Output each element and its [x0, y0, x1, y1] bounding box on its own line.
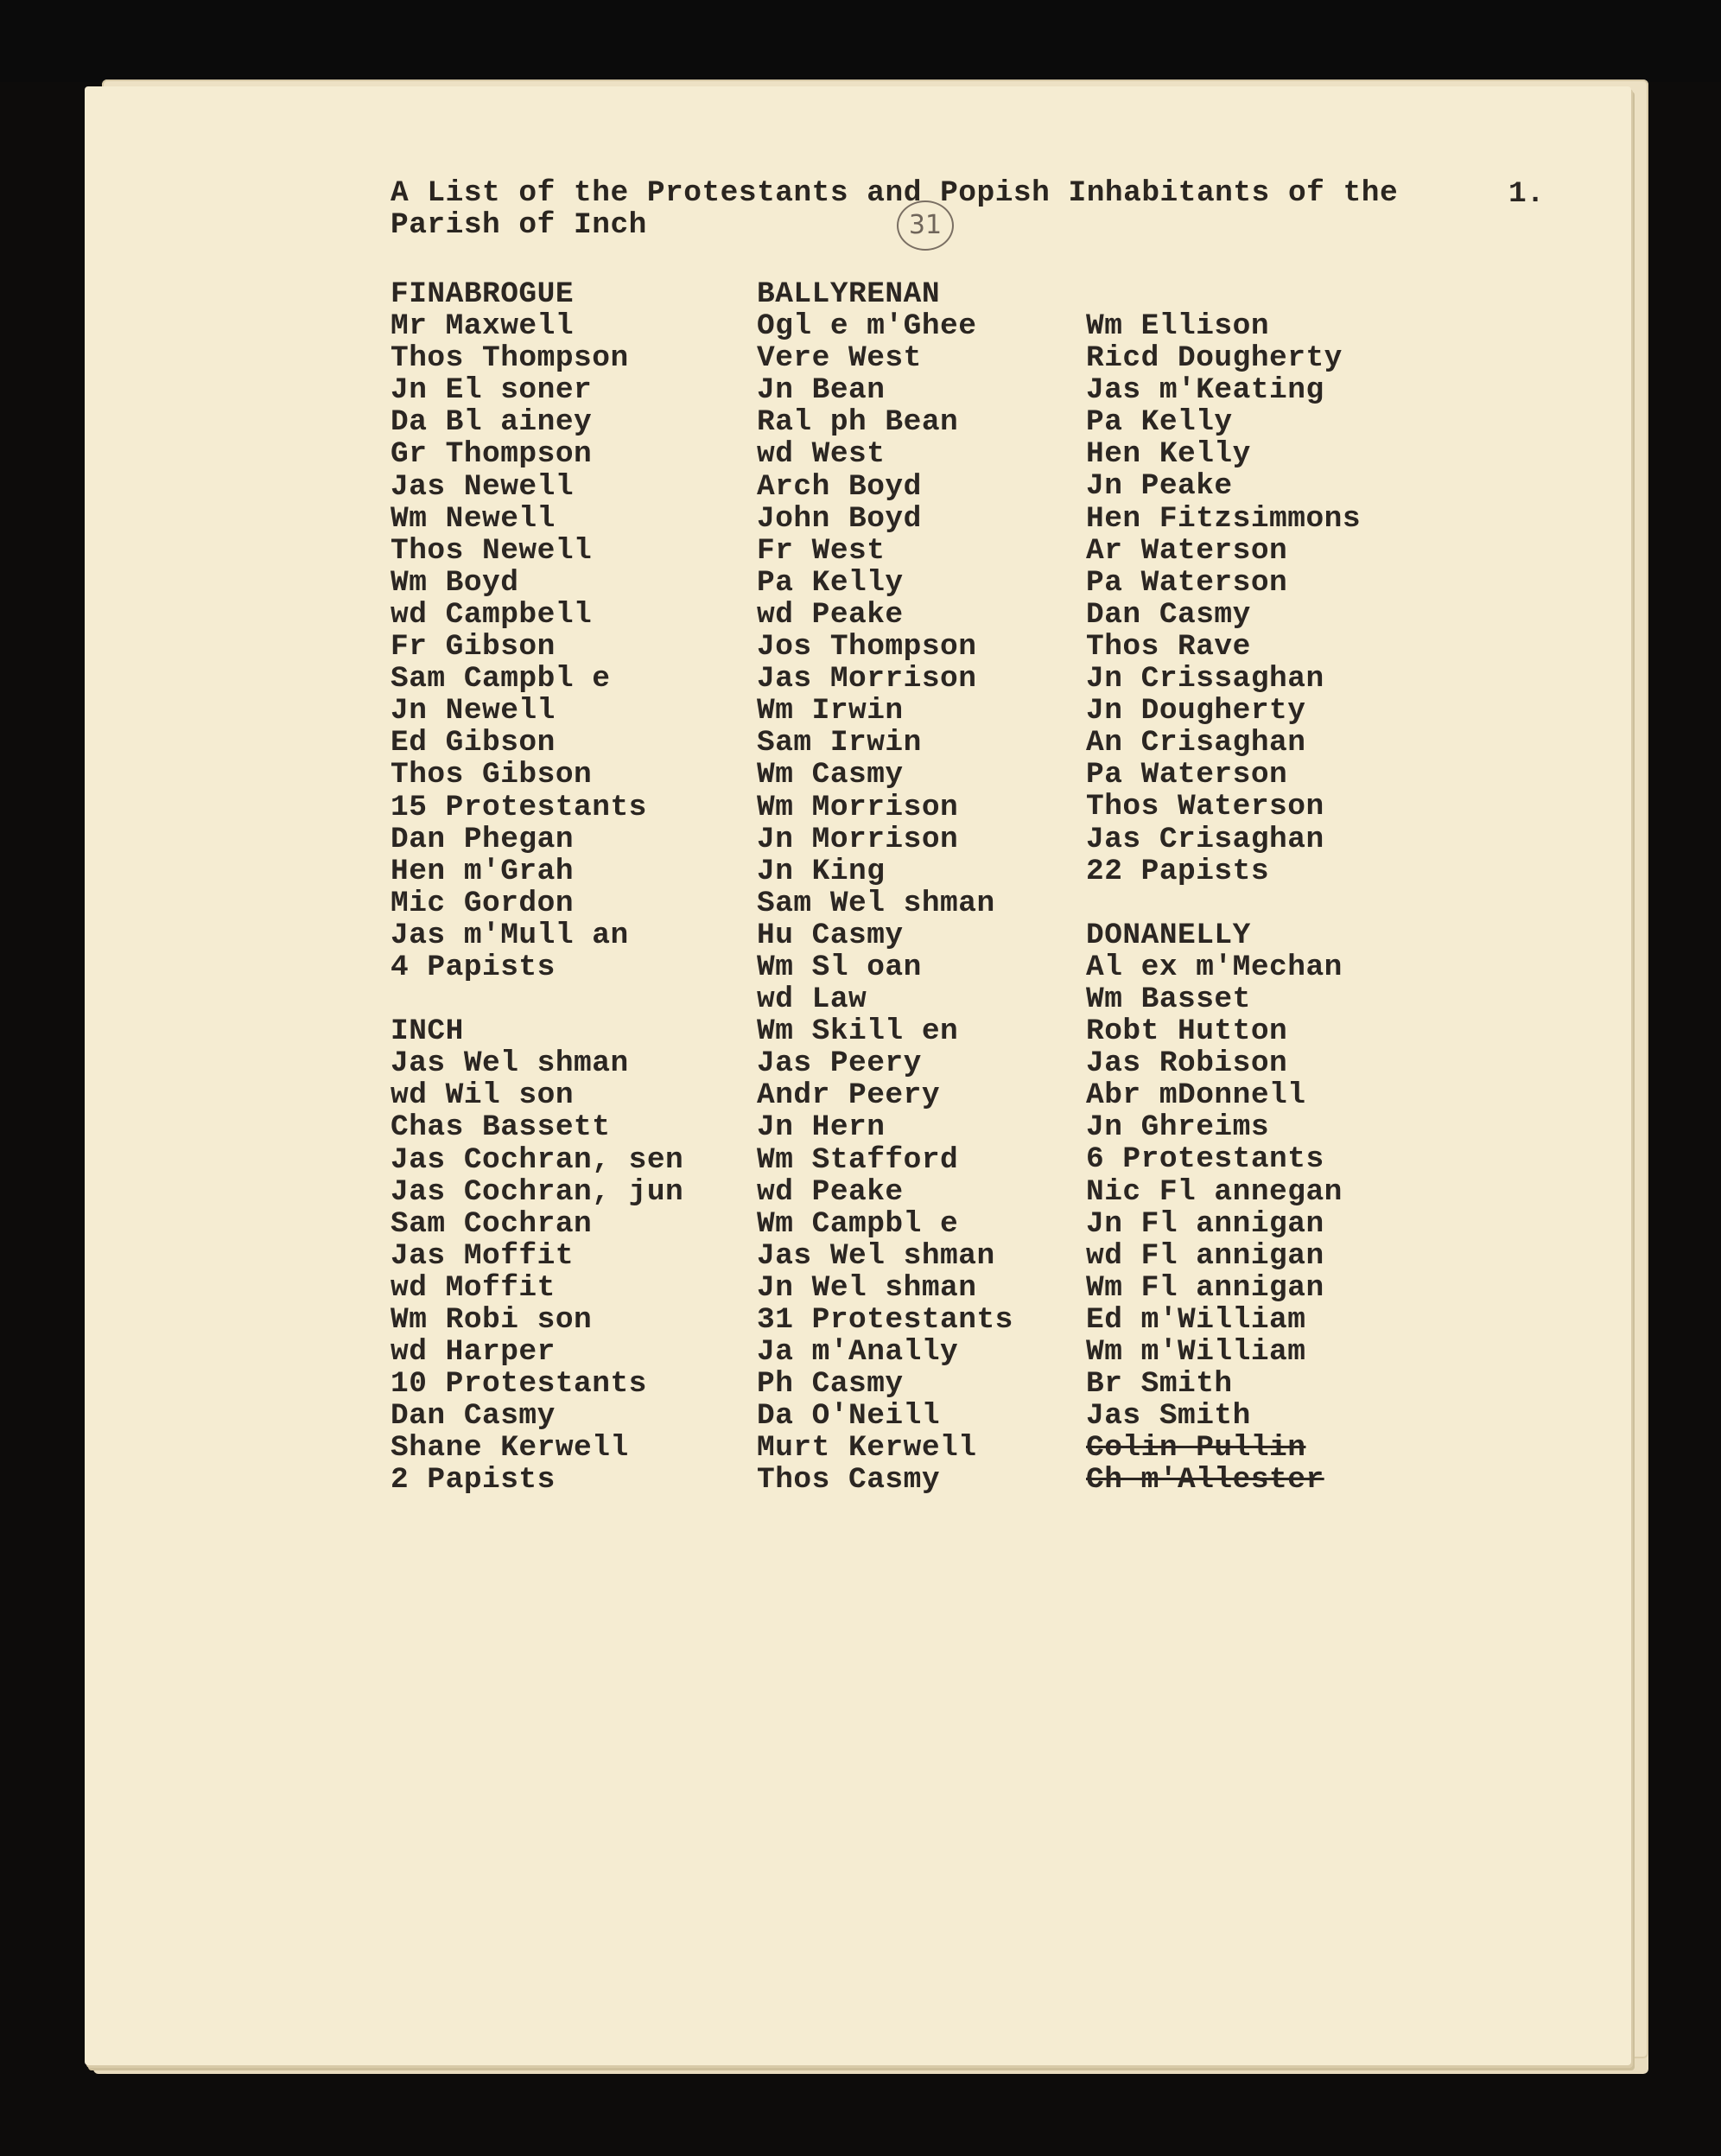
list-entry: Jn Ghreims [1086, 1110, 1270, 1145]
list-entry: Pa Waterson [1086, 565, 1288, 600]
list-entry: Shane Kerwell [391, 1431, 629, 1466]
list-entry: FINABROGUE [391, 277, 575, 311]
list-entry: Da Bl ainey [391, 405, 593, 440]
list-entry: Jas m'Keating [1086, 373, 1324, 408]
list-entry: Jn King [757, 854, 886, 888]
list-entry: Jos Thompson [757, 630, 977, 665]
list-entry: wd Wil son [391, 1078, 575, 1113]
list-entry: Thos Gibson [391, 758, 593, 792]
list-entry: 2 Papists [391, 1463, 556, 1498]
list-entry: Sam Irwin [757, 726, 922, 760]
list-entry: wd Moffit [391, 1270, 556, 1305]
list-entry: INCH [391, 1014, 464, 1049]
list-entry: Pa Kelly [757, 565, 904, 600]
list-entry: Jn Dougherty [1086, 694, 1306, 728]
title-line-1: A List of the Protestants and Popish Inhabitants of the [391, 176, 1399, 210]
list-entry: Ph Casmy [757, 1367, 904, 1402]
list-entry: Jn Wel shman [757, 1270, 977, 1305]
list-entry: Jas Morrison [757, 662, 977, 696]
list-entry: Jn Morrison [757, 822, 959, 856]
list-entry: Fr West [757, 533, 886, 568]
list-entry: Jn El soner [391, 373, 593, 408]
list-entry: Wm Ellison [1086, 309, 1270, 343]
list-entry: Chas Bassett [391, 1110, 611, 1145]
list-entry: Mic Gordon [391, 886, 575, 920]
list-entry: Hen m'Grah [391, 854, 575, 888]
list-entry: Jas Crisaghan [1086, 822, 1324, 856]
list-entry: Jas Cochran, sen [391, 1142, 684, 1177]
list-entry: Ch m'Allester [1086, 1463, 1324, 1498]
list-entry: Mr Maxwell [391, 309, 575, 344]
list-entry: Thos Newell [391, 533, 593, 568]
list-entry: 10 Protestants [391, 1367, 647, 1402]
list-entry: Wm Robi son [391, 1303, 593, 1337]
list-entry: wd Peake [757, 597, 904, 632]
list-entry: Colin Pullin [1086, 1431, 1306, 1466]
list-entry: Hen Fitzsimmons [1086, 501, 1362, 536]
list-entry: Wm Irwin [757, 694, 904, 728]
list-entry: Pa Kelly [1086, 405, 1233, 440]
list-entry: Wm Newell [391, 501, 556, 536]
list-entry: Sam Campbl e [391, 662, 611, 696]
list-entry: wd Fl annigan [1086, 1238, 1324, 1273]
list-entry: 22 Papists [1086, 854, 1270, 888]
list-entry: Sam Cochran [391, 1206, 593, 1241]
list-entry: Fr Gibson [391, 630, 556, 665]
list-entry: Jn Hern [757, 1110, 886, 1145]
list-entry: Thos Waterson [1086, 790, 1324, 824]
list-entry: Pa Waterson [1086, 758, 1288, 792]
list-entry: Thos Thompson [391, 341, 629, 376]
list-entry: Hu Casmy [757, 918, 904, 952]
list-entry: Jas Peery [757, 1046, 922, 1081]
list-entry: Wm Sl oan [757, 950, 922, 984]
list-entry: Jn Crissaghan [1086, 662, 1324, 696]
list-entry: Jas Robison [1086, 1046, 1288, 1081]
list-entry: 4 Papists [391, 950, 556, 984]
list-entry: Murt Kerwell [757, 1431, 977, 1466]
list-entry: Ed Gibson [391, 726, 556, 760]
title-line-2: Parish of Inch [391, 208, 647, 242]
list-entry: Robt Hutton [1086, 1014, 1288, 1049]
scan-border [0, 0, 1721, 82]
list-entry: 31 Protestants [757, 1303, 1013, 1337]
list-entry: Jn Bean [757, 373, 886, 408]
column-1 [391, 278, 683, 1497]
list-entry: Wm Campbl e [757, 1206, 959, 1241]
list-entry: Arch Boyd [757, 469, 922, 504]
list-entry: Wm Basset [1086, 982, 1251, 1016]
list-entry: Wm Boyd [391, 565, 519, 600]
list-entry: Dan Casmy [391, 1399, 556, 1434]
list-entry: wd Harper [391, 1335, 556, 1370]
list-entry: Andr Peery [757, 1078, 941, 1113]
list-entry: Jas Wel shman [757, 1238, 995, 1273]
list-entry: wd Campbell [391, 597, 593, 632]
list-entry: Ja m'Anally [757, 1335, 959, 1370]
list-entry: Jn Fl annigan [1086, 1206, 1324, 1241]
list-entry: Wm Skill en [757, 1014, 959, 1049]
list-entry: wd Law [757, 983, 867, 1017]
list-entry: Ricd Dougherty [1086, 341, 1343, 376]
list-entry: Gr Thompson [391, 437, 593, 472]
list-entry: Wm Stafford [757, 1142, 959, 1177]
list-entry: Thos Rave [1086, 629, 1251, 664]
list-entry: Jas Smith [1086, 1399, 1251, 1434]
list-entry: Vere West [757, 341, 922, 376]
list-entry: Wm Casmy [757, 758, 904, 792]
list-entry: Da O'Neill [757, 1399, 941, 1434]
list-entry: Jas Wel shman [391, 1046, 629, 1081]
list-entry: BALLYRENAN [757, 277, 941, 311]
list-entry: Dan Casmy [1086, 597, 1251, 632]
list-entry: Ed m'William [1086, 1302, 1306, 1337]
list-entry: Dan Phegan [391, 822, 575, 856]
list-entry: wd Peake [757, 1174, 904, 1209]
list-entry: Ral ph Bean [757, 405, 959, 440]
list-entry [1086, 887, 1361, 919]
list-entry: Jas Moffit [391, 1238, 575, 1273]
list-entry: Wm Fl annigan [1086, 1270, 1324, 1305]
list-entry: Jas Cochran, jun [391, 1174, 684, 1209]
list-entry: Wm Morrison [757, 790, 959, 824]
list-entry: Hen Kelly [1086, 437, 1251, 472]
list-entry: Br Smith [1086, 1367, 1233, 1402]
list-entry: Jas m'Mull an [391, 918, 629, 952]
list-entry: Jas Newell [391, 469, 575, 504]
list-entry: DONANELLY [1086, 918, 1251, 952]
list-entry [391, 983, 683, 1015]
list-entry: John Boyd [757, 501, 922, 536]
list-entry: Thos Casmy [757, 1463, 941, 1498]
list-entry: 6 Protestants [1086, 1142, 1324, 1177]
list-entry: Abr mDonnell [1086, 1078, 1306, 1113]
list-entry: 15 Protestants [391, 790, 647, 824]
list-entry: Ar Waterson [1086, 533, 1288, 568]
column-2 [757, 278, 1013, 1497]
list-entry: wd West [757, 437, 886, 472]
list-entry: Wm m'William [1086, 1335, 1306, 1369]
list-entry: Al ex m'Mechan [1086, 950, 1343, 984]
page-number: 1. [1508, 177, 1545, 211]
list-entry: An Crisaghan [1086, 726, 1306, 760]
folio-mark: 31 [897, 200, 954, 251]
list-entry: Nic Fl annegan [1086, 1174, 1343, 1209]
list-entry: Sam Wel shman [757, 886, 995, 920]
list-entry: Ogl e m'Ghee [757, 309, 977, 344]
list-entry: Jn Peake [1086, 469, 1233, 504]
list-entry: Jn Newell [391, 694, 556, 728]
column-3 [1086, 310, 1361, 1496]
